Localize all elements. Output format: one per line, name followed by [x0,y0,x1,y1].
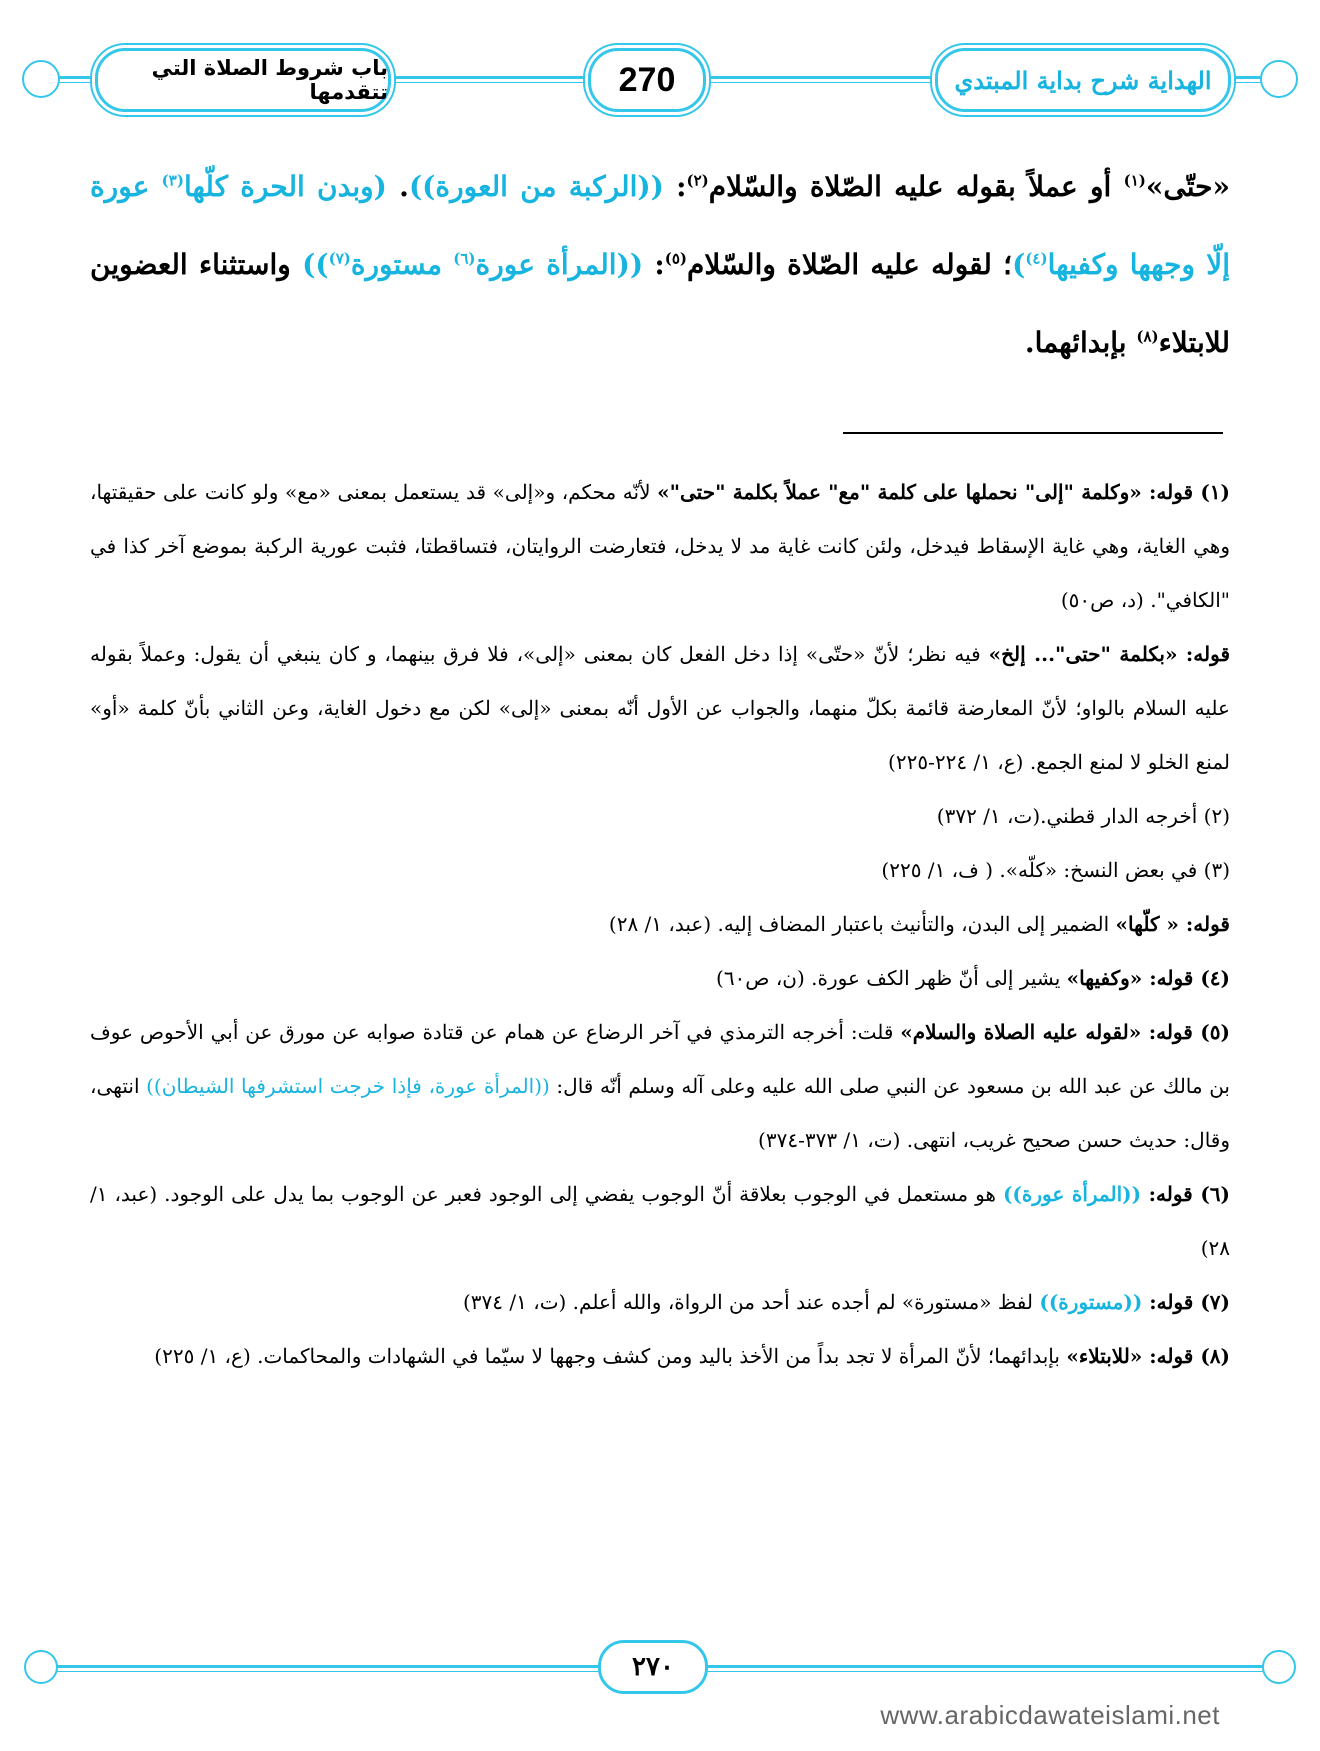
page-number: 270 [588,48,706,112]
footer-page-number: ٢٧٠ [598,1640,708,1694]
text-run: : [663,170,687,203]
hadith-quote: ((المرأة عورة، فإذا خرجت استشرفها الشيطان)) [146,1074,550,1098]
footnote-3: (٣) في بعض النسخ: «كلّه». ( ف، ١/ ٢٢٥) [881,858,1230,882]
footnote-lemma: (٧) قوله: [1142,1290,1230,1314]
footnote-text: بإبدائهما؛ لأنّ المرأة لا تجد بداً من الأخذ باليد ومن كشف وجهها لا سيّما في الشهادات والمحاكمات. (ع، ١/ ٢٢٥) [154,1344,1067,1368]
header-ornament-left [22,60,60,98]
footnote-lemma: قوله: « كلّها» [1115,912,1230,936]
website-url: www.arabicdawateislami.net [880,1700,1220,1730]
footnote-mark: (٤) [1025,249,1048,268]
footnote-mark: (٦) [453,249,476,268]
matn-text: عورة إلّا وجهها وكفيها [90,170,1231,281]
footnote-lemma: قوله: «بكلمة "حتى"... إلخ» [988,642,1231,666]
matn-text: ) [1012,248,1026,281]
footnote-text: انتهى، وقال: حديث حسن صحيح غريب، انتهى. (ت، ١/ ٣٧٣-٣٧٤) [90,1074,1230,1152]
footnote-mark: (٣) [161,171,184,190]
header-ornament-right [1260,60,1298,98]
footnote-text: لأنّه محكم، و«إلى» قد يستعمل بمعنى «مع» ولو كانت على حقيقتها، وهي الغاية، وهي غاية الإسقاط فيدخل، ولئن كانت غاية مد لا يدخل، فتعارضت الروايتان، فتساقطتا، فثبت عورية الركبة بموضع آخر كذا في "الكافي". (د، ص٥٠) [90,480,1230,612]
footnote-text: هو مستعمل في الوجوب بعلاقة أنّ الوجوب يفضي إلى الوجود فعبر عن الوجوب بما يدل على الوجود. (عبد، ١/ ٢٨) [90,1182,1230,1260]
chapter-title: باب شروط الصلاة التي تتقدمها [95,48,391,112]
footnote-2: (٢) أخرجه الدار قطني.(ت، ١/ ٣٧٢) [936,804,1230,828]
footnotes [90,465,1230,1383]
footnote-7 [90,1275,1230,1329]
hadith-quote: )) [302,248,329,281]
text-run: ؛ لقوله عليه الصّلاة والسّلام [687,248,1013,281]
footnote-3b [90,897,1230,951]
footer-ornament-left [24,1650,58,1684]
footnote-mark: (٧) [328,249,351,268]
hadith-quote: ((مستورة)) [1039,1290,1143,1314]
footnote-6 [90,1167,1230,1275]
footnote-1 [90,465,1230,627]
footnote-1b [90,627,1230,789]
footnote-text: لفظ «مستورة» لم أجده عند أحد من الرواة، والله أعلم. (ت، ١/ ٣٧٤) [462,1290,1040,1314]
footnote-mark: (٢) [686,171,709,190]
footnote-lemma: (١) قوله: «وكلمة "إلى" نحملها على كلمة "مع" عملاً بكلمة "حتى"» [657,480,1231,504]
text-run: أو عملاً بقوله عليه الصّلاة والسّلام [708,170,1124,203]
footnote-5 [90,1005,1230,1167]
footnote-text: الضمير إلى البدن، والتأنيث باعتبار المضاف إليه. (عبد، ١/ ٢٨) [608,912,1116,936]
matn-text: (وبدن الحرة كلّها [183,170,387,203]
text-run: «حتّى» [1145,170,1230,203]
footnote-mark: (٨) [1136,327,1159,346]
text-run: . [386,170,409,203]
hadith-quote: ((المرأة عورة [475,248,644,281]
hadith-quote: ((الركبة من العورة)) [408,170,664,203]
footnote-8 [90,1329,1230,1383]
footnote-mark: (١) [1123,171,1146,190]
main-paragraph [90,148,1230,382]
hadith-quote: مستورة [350,248,454,281]
footnote-text: يشير إلى أنّ ظهر الكف عورة. (ن، ص٦٠) [716,966,1067,990]
footnote-lemma: (٨) قوله: «للابتلاء» [1066,1344,1230,1368]
footnote-mark: (٥) [664,249,688,268]
footnote-lemma: (٦) قوله: [1141,1182,1231,1206]
footnote-4 [90,951,1230,1005]
text-run: واستثناء العضوين للابتلاء [90,248,1230,359]
main-text [90,148,1230,382]
text-run: بإبدائهما. [1024,326,1137,359]
hadith-quote: ((المرأة عورة)) [1002,1182,1142,1206]
footer-ornament-right [1262,1650,1296,1684]
text-run: : [643,248,665,281]
footnote-lemma: (٤) قوله: «وكفيها» [1066,966,1230,990]
footnote-text: قلت: أخرجه الترمذي في آخر الرضاع عن همام عن قتادة صوابه عن مورق عن أبي الأحوص عوف بن مالك عن عبد الله بن مسعود عن النبي صلى الله عليه وعلى آله وسلم أنّه قال: [90,1020,1230,1098]
footnote-text: فيه نظر؛ لأنّ «حتّى» إذا دخل الفعل كان بمعنى «إلى»، فلا فرق بينهما، و كان ينبغي أن يقول: وعملاً بقوله عليه السلام بالواو؛ لأنّ المعارضة قائمة بكلّ منهما، والجواب عن الأول أنّه بمعنى «إلى» لكن مع دخول الغاية، وعن الثاني بأنّ كلمة «أو» لمنع الخلو لا لمنع الجمع. (ع، ١/ ٢٢٤-٢٢٥) [90,642,1230,774]
book-title: الهداية شرح بداية المبتدي [935,48,1231,112]
footnote-separator [843,432,1223,434]
footnote-lemma: (٥) قوله: «لقوله عليه الصلاة والسلام» [900,1020,1230,1044]
